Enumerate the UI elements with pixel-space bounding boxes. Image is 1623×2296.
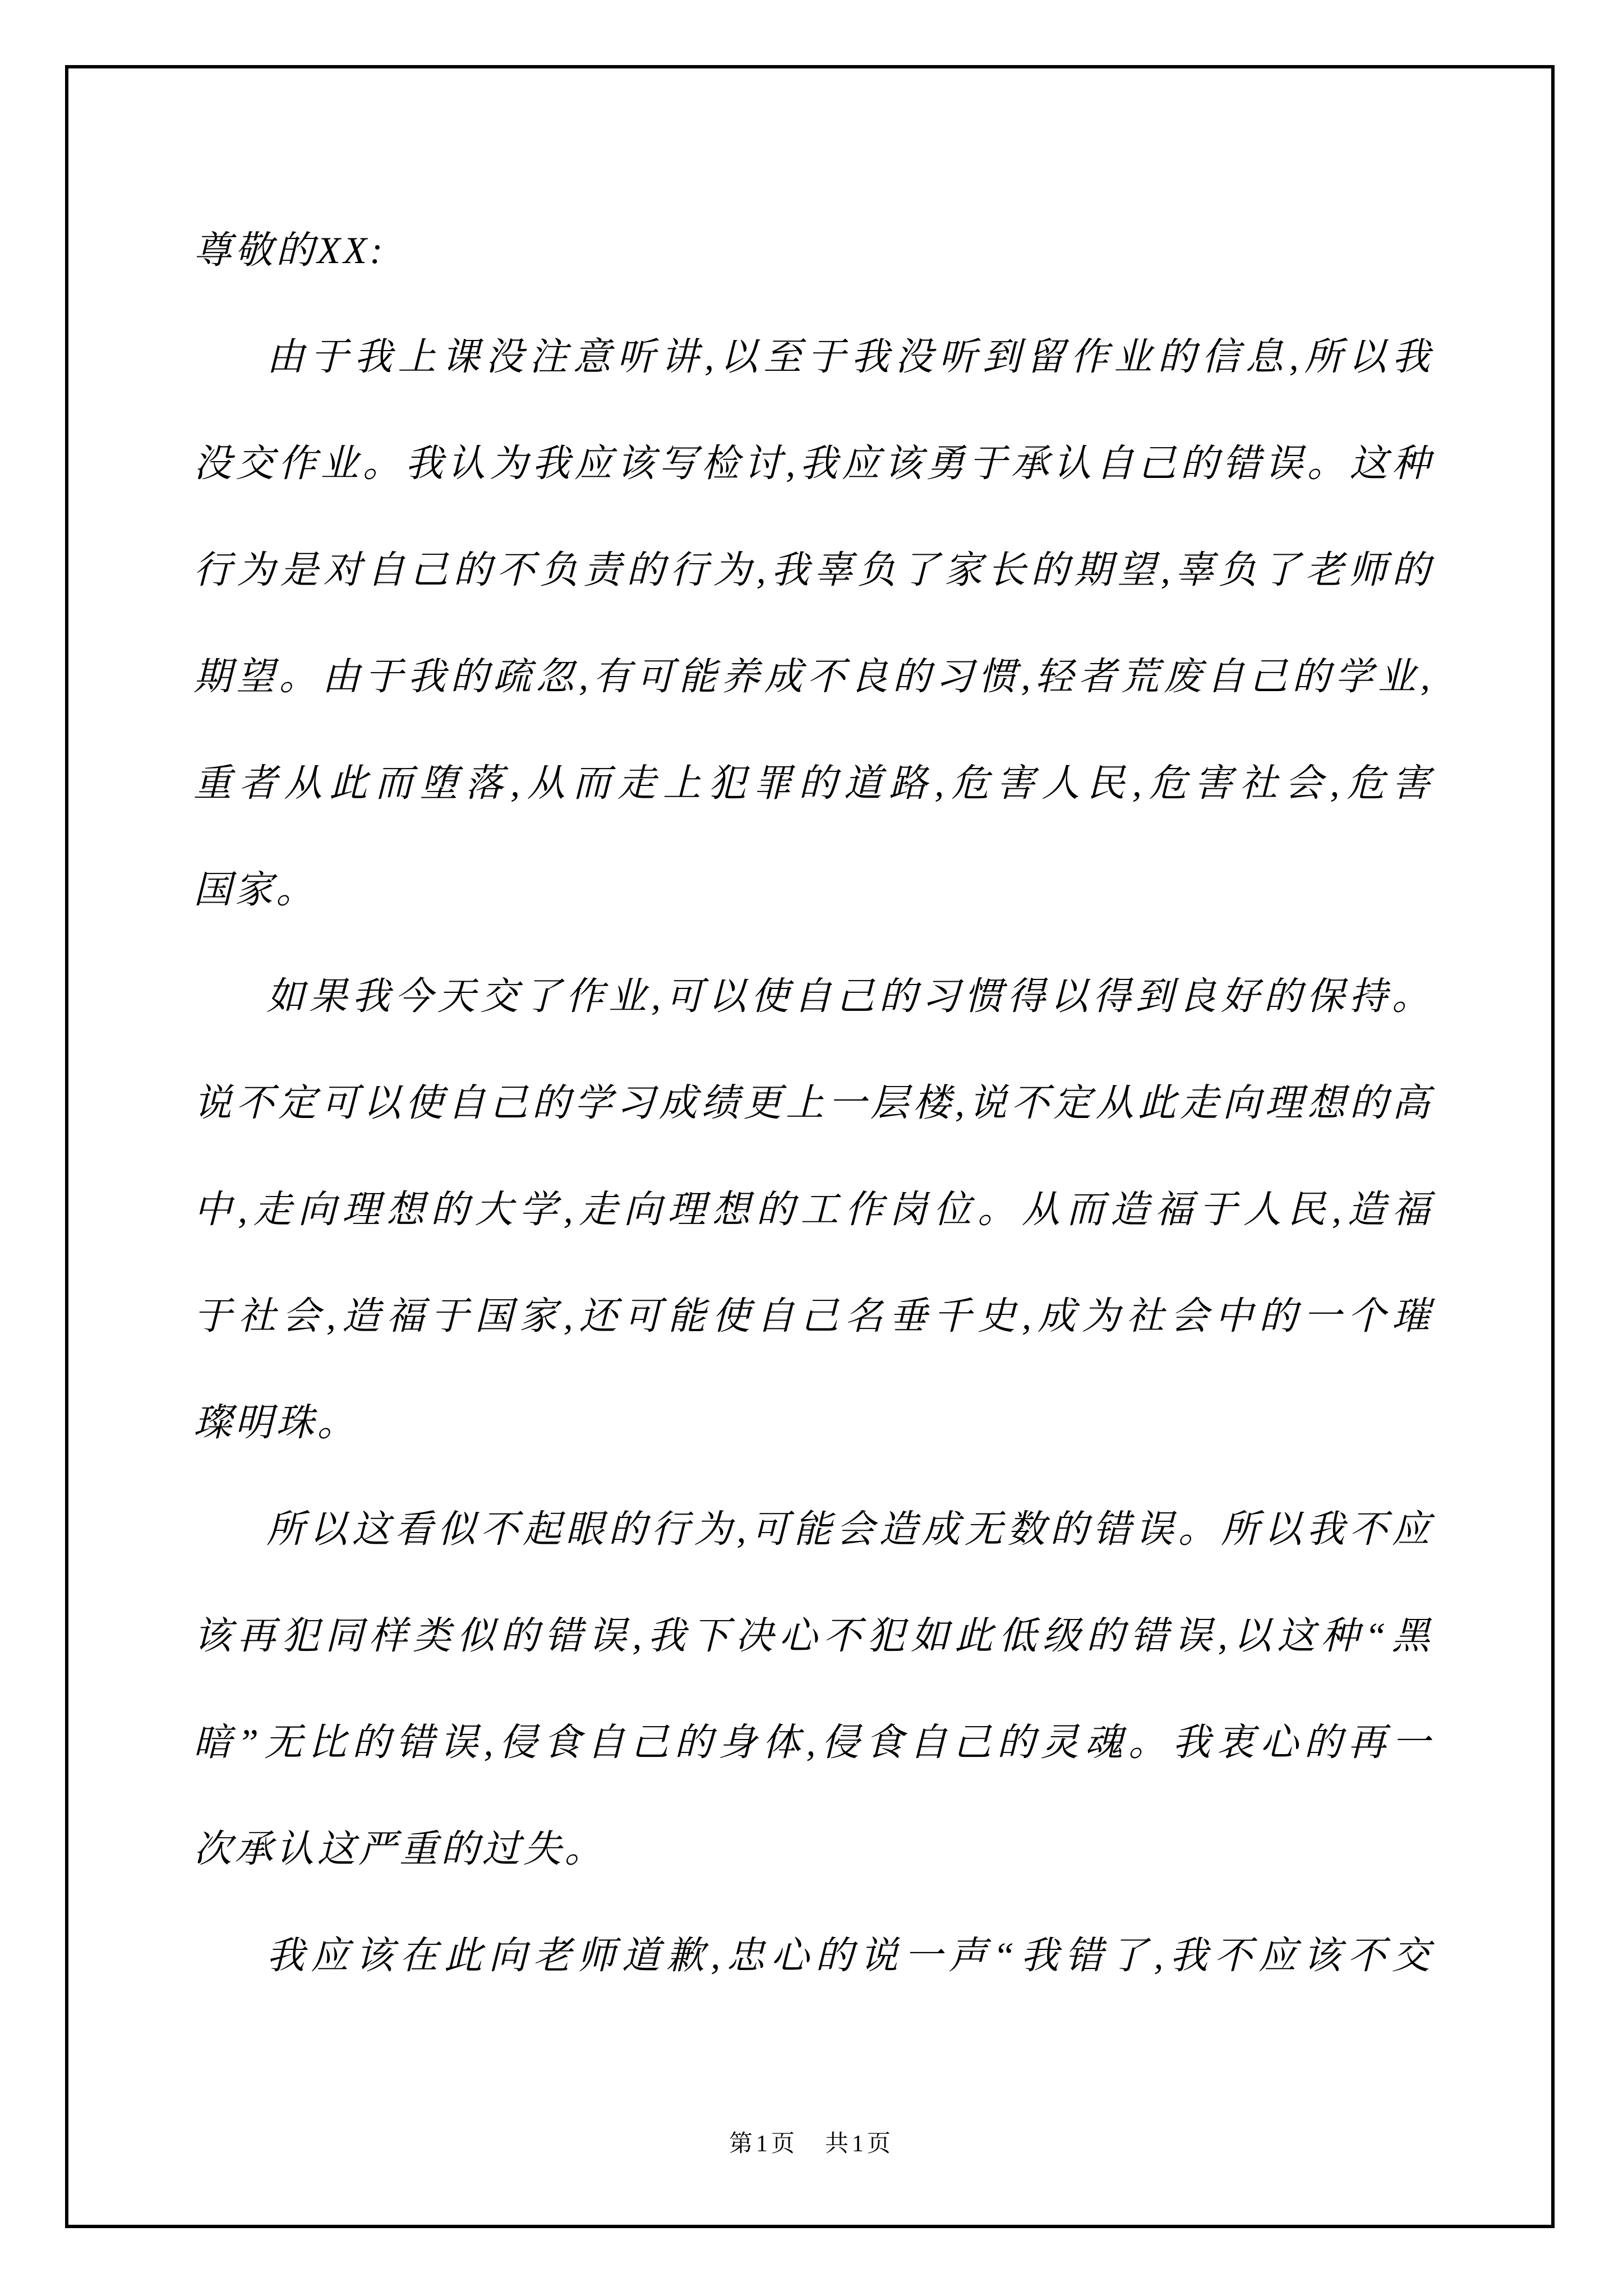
text-line: 我 应 该 在 此 向 老 师 道 歉 , 忠 心 的 说 一 声 “ 我 错 了 , 我 不 应 该 不 交: [266, 1934, 1430, 1977]
text-line: 中 , 走 向 理 想 的 大 学 , 走 向 理 想 的 工 作 岗 位 。 从 而 造 福 于 人 民 , 造 福: [193, 1188, 1430, 1231]
text-line: 尊敬的XX:: [193, 229, 386, 272]
text-line: 行 为 是 对 自 己 的 不 负 责 的 行 为 , 我 辜 负 了 家 长 的 期 望 , 辜 负 了 老 师 的: [193, 549, 1430, 591]
text-line: 璨明珠。: [193, 1401, 359, 1444]
text-line: 所 以 这 看 似 不 起 眼 的 行 为 , 可 能 会 造 成 无 数 的 错 误 。 所 以 我 不 应: [266, 1508, 1430, 1550]
letter-body: [193, 197, 1430, 2009]
text-line: 重 者 从 此 而 堕 落 , 从 而 走 上 犯 罪 的 道 路 , 危 害 人 民 , 危 害 社 会 , 危 害: [193, 762, 1430, 804]
text-line: 暗 ” 无 比 的 错 误 , 侵 食 自 己 的 身 体 , 侵 食 自 己 的 灵 魂 。 我 衷 心 的 再 一: [193, 1721, 1430, 1764]
page-footer: [0, 2125, 1623, 2159]
text-line: 次承认这严重的过失。: [193, 1828, 606, 1870]
text-line: 该 再 犯 同 样 类 似 的 错 误 , 我 下 决 心 不 犯 如 此 低 级 的 错 误 , 以 这 种 “ 黑: [193, 1614, 1430, 1657]
text-line: 由 于 我 上 课 没 注 意 听 讲 , 以 至 于 我 没 听 到 留 作 业 的 信 息 , 所 以 我: [266, 335, 1430, 378]
text-line: 如 果 我 今 天 交 了 作 业 , 可 以 使 自 己 的 习 惯 得 以 得 到 良 好 的 保 持 。: [266, 975, 1430, 1018]
text-line: 国家。: [193, 868, 317, 911]
page-number-text: 第1页 共1页: [728, 2131, 894, 2157]
text-line: 期 望 。 由 于 我 的 疏 忽 , 有 可 能 养 成 不 良 的 习 惯 , 轻 者 荒 废 自 己 的 学 业 ,: [193, 655, 1430, 698]
text-line: 没 交 作 业 。 我 认 为 我 应 该 写 检 讨 , 我 应 该 勇 于 承 认 自 己 的 错 误 。 这 种: [193, 442, 1430, 485]
text-line: 于 社 会 , 造 福 于 国 家 , 还 可 能 使 自 己 名 垂 千 史 , 成 为 社 会 中 的 一 个 璀: [193, 1295, 1430, 1337]
text-line: 说 不 定 可 以 使 自 己 的 学 习 成 绩 更 上 一 层 楼 , 说 不 定 从 此 走 向 理 想 的 高: [193, 1082, 1430, 1124]
